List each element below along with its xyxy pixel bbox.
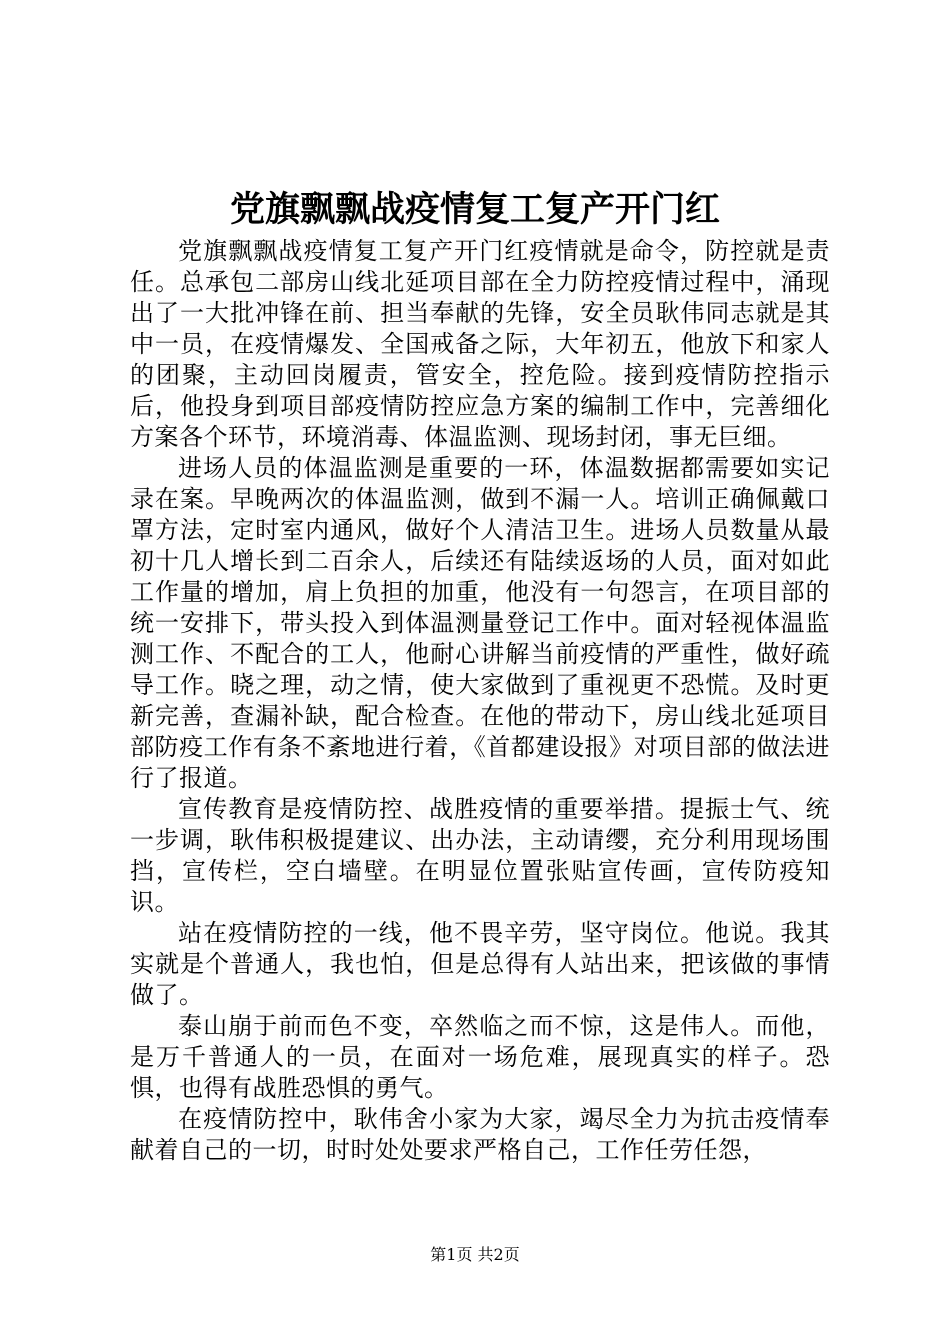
paragraph-3: 宣传教育是疫情防控、战胜疫情的重要举措。提振士气、统一步调，耿伟积极提建议、出办法，主动请缨，充分利用现场围挡，宣传栏，空白墙壁。在明显位置张贴宣传画，宣传防疫知识。: [130, 795, 830, 916]
paragraph-6: 在疫情防控中，耿伟舍小家为大家，竭尽全力为抗击疫情奉献着自己的一切，时时处处要求严格自己，工作任劳任怨，: [130, 1105, 830, 1164]
page-title: 党旗飘飘战疫情复工复产开门红: [229, 189, 720, 230]
document-body: [130, 236, 830, 1166]
page-number-footer: 第1页 共2页: [430, 1245, 520, 1264]
paragraph-2: 进场人员的体温监测是重要的一环，体温数据都需要如实记录在案。早晚两次的体温监测，做到不漏一人。培训正确佩戴口罩方法，定时室内通风，做好个人清洁卫生。进场人员数量从最初十几人增长到二百余人，后续还有陆续返场的人员，面对如此工作量的增加，肩上负担的加重，他没有一句怨言，在项目部的统一安排下，带头投入到体温测量登记工作中。面对轻视体温监测工作、不配合的工人，他耐心讲解当前疫情的严重性，做好疏导工作。晓之理，动之情，使大家做到了重视更不恐慌。及时更新完善，查漏补缺，配合检查。在他的带动下，房山线北延项目部防疫工作有条不紊地进行着，《首都建设报》对项目部的做法进行了报道。: [130, 454, 830, 792]
paragraph-1: 党旗飘飘战疫情复工复产开门红疫情就是命令，防控就是责任。总承包二部房山线北延项目部在全力防控疫情过程中，涌现出了一大批冲锋在前、担当奉献的先锋，安全员耿伟同志就是其中一员，在疫情爆发、全国戒备之际，大年初五，他放下和家人的团聚，主动回岗履责，管安全，控危险。接到疫情防控指示后，他投身到项目部疫情防控应急方案的编制工作中，完善细化方案各个环节，环境消毒、体温监测、现场封闭，事无巨细。: [130, 237, 830, 451]
paragraph-5: 泰山崩于前而色不变，卒然临之而不惊，这是伟人。而他，是万千普通人的一员，在面对一场危难，展现真实的样子。恐惧，也得有战胜恐惧的勇气。: [130, 1012, 830, 1102]
paragraph-4: 站在疫情防控的一线，他不畏辛劳，坚守岗位。他说。我其实就是个普通人，我也怕，但是总得有人站出来，把该做的事情做了。: [130, 919, 830, 1009]
